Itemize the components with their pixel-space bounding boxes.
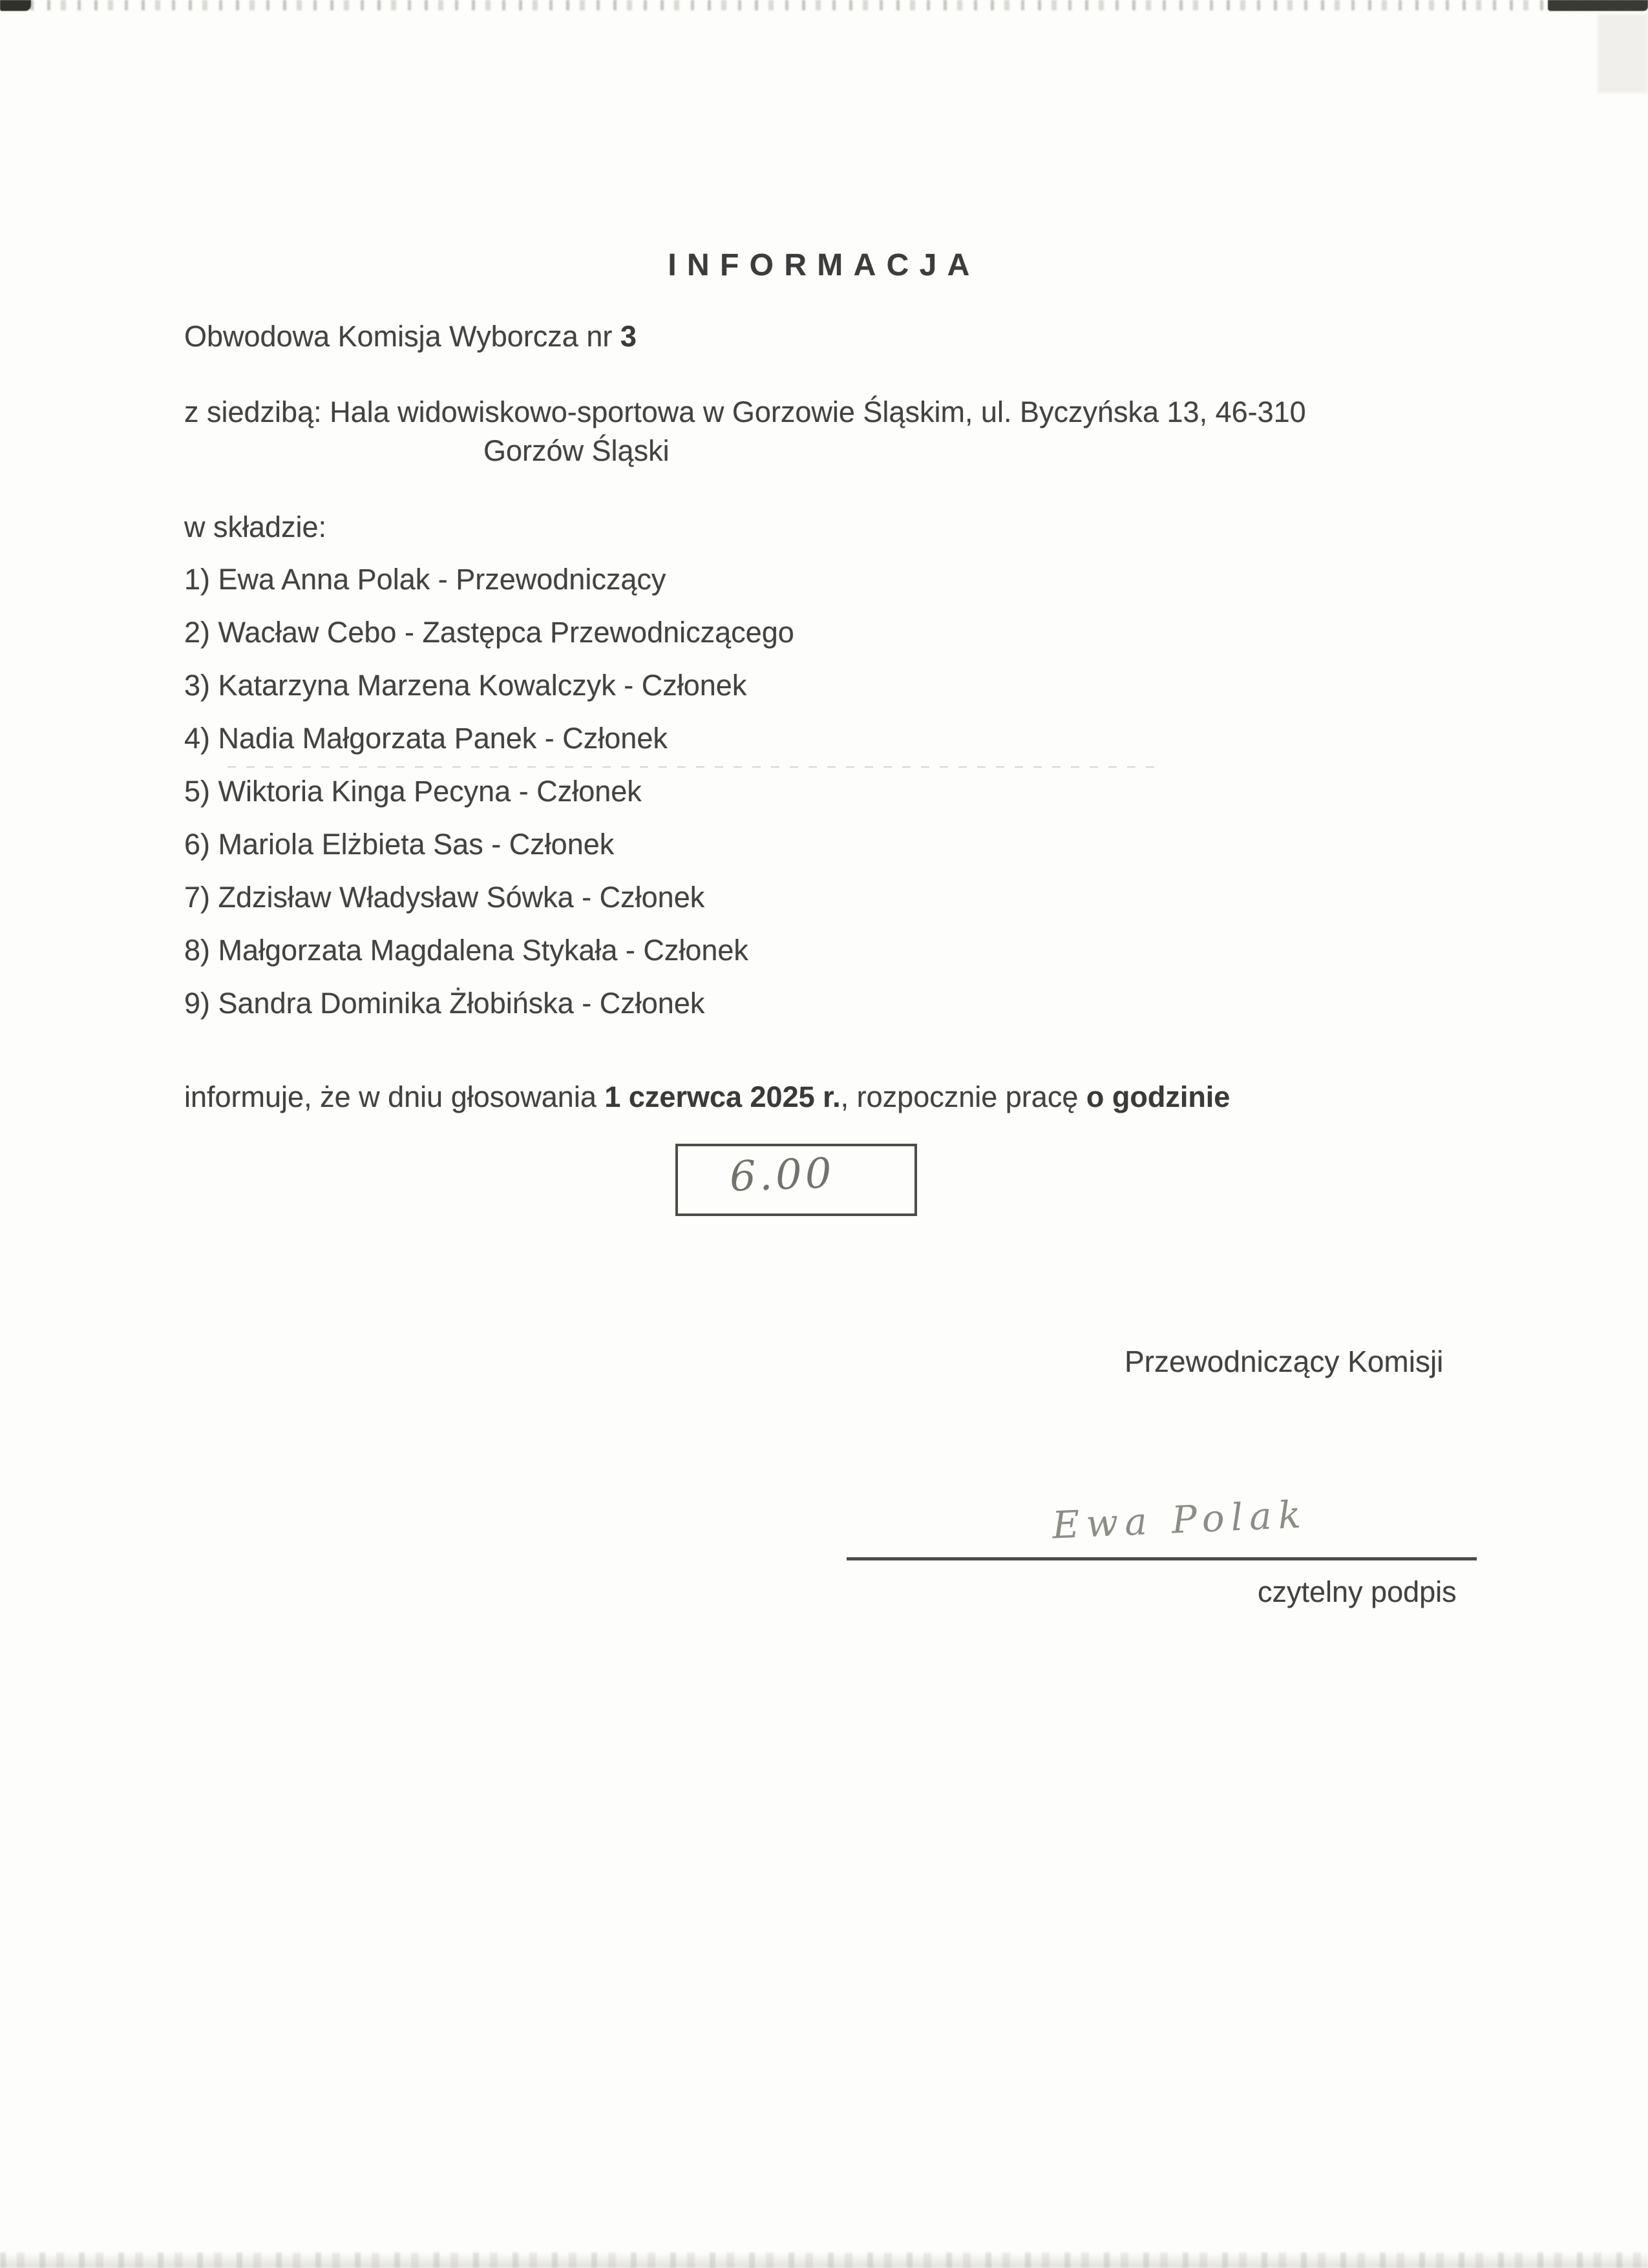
info-text-2: , rozpocznie pracę [840,1080,1086,1113]
member-item: 4) Nadia Małgorzata Panek - Członek [184,722,668,755]
commission-line [184,320,637,353]
signature-line [847,1557,1477,1560]
scan-dark-band-top-right [1548,0,1648,11]
signature-role-label: Przewodniczący Komisji [1125,1345,1444,1378]
member-item: 8) Małgorzata Magdalena Stykała - Członek [184,934,748,967]
seat-address-line2: Gorzów Śląski [483,434,670,467]
member-item: 9) Sandra Dominika Żłobińska - Członek [184,987,705,1020]
info-text-1: informuje, że w dniu głosowania [184,1080,605,1113]
member-item: 5) Wiktoria Kinga Pecyna - Członek [184,775,642,808]
page-title: INFORMACJA [668,248,980,282]
scan-shade-top-right [1598,14,1648,93]
voting-date: 1 czerwca 2025 r. [604,1080,841,1113]
scan-blob-top-left [0,0,31,11]
commission-number: 3 [620,320,637,353]
commission-label: Obwodowa Komisja Wyborcza nr [184,320,620,353]
start-time-box [675,1144,917,1216]
members-list [184,553,794,1030]
voting-day-info-line [184,1080,1230,1114]
member-item: 2) Wacław Cebo - Zastępca Przewodniczącego [184,616,794,649]
seat-address-line1: z siedzibą: Hala widowiskowo-sportowa w Gorzowie Śląskim, ul. Byczyńska 13, 46-310 [184,395,1306,428]
member-item: 6) Mariola Elżbieta Sas - Członek [184,828,615,861]
handwritten-start-time: 6.00 [728,1150,836,1201]
member-item: 3) Katarzyna Marzena Kowalczyk - Członek [184,669,747,702]
scan-noise-top-edge [0,0,1648,10]
composition-label: w składzie: [184,510,327,543]
scan-noise-bottom-edge [0,2252,1648,2268]
signature-caption: czytelny podpis [1258,1575,1457,1608]
handwritten-signature: Ewa Polak [1051,1492,1309,1548]
info-time-phrase: o godzinie [1086,1080,1231,1113]
member-item: 7) Zdzisław Władysław Sówka - Członek [184,881,705,914]
member-item: 1) Ewa Anna Polak - Przewodniczący [184,563,666,596]
